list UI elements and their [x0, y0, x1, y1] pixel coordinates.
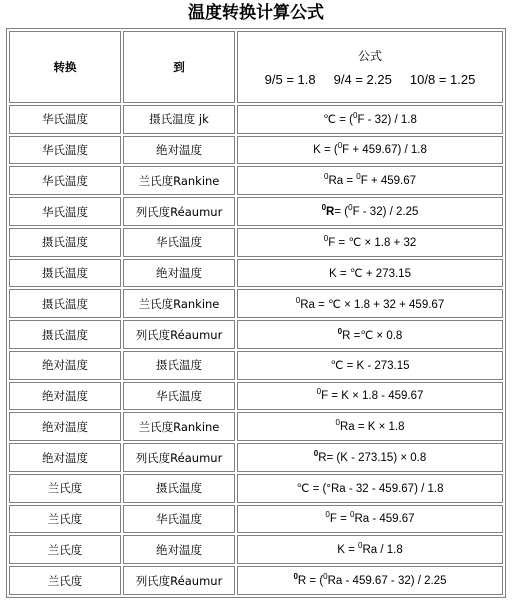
- cell-formula: $^0$Ra = $^0$F + 459.67: [237, 166, 503, 195]
- table-row: [9, 136, 503, 165]
- table-row: [9, 443, 503, 472]
- table-row: [9, 228, 503, 257]
- cell-from: 兰氏度: [9, 474, 121, 503]
- cell-formula: ℃ = ($^0$F - 32) / 1.8: [237, 105, 503, 134]
- table-row: [9, 412, 503, 441]
- table-row: [9, 351, 503, 380]
- cell-formula: ℃ = (°Ra - 32 - 459.67) / 1.8: [237, 474, 503, 503]
- table-row: [9, 382, 503, 411]
- cell-formula: $^0$Ra = K × 1.8: [237, 412, 503, 441]
- cell-to: 列氏度Réaumur: [123, 197, 235, 226]
- table-row: [9, 289, 503, 318]
- table-row: [9, 320, 503, 349]
- cell-to: 摄氏温度: [123, 351, 235, 380]
- header-to: 到: [123, 31, 235, 103]
- cell-to: 绝对温度: [123, 136, 235, 165]
- cell-from: 摄氏温度: [9, 228, 121, 257]
- cell-formula: $^0$F = K × 1.8 - 459.67: [237, 382, 503, 411]
- table-row: [9, 259, 503, 288]
- table-row: [9, 166, 503, 195]
- cell-from: 绝对温度: [9, 351, 121, 380]
- cell-to: 兰氏度Rankine: [123, 289, 235, 318]
- header-formula-label: 公式: [357, 48, 382, 63]
- cell-from: 摄氏温度: [9, 320, 121, 349]
- cell-formula: $^0$R = ($^0$Ra - 459.67 - 32) / 2.25: [237, 566, 503, 595]
- cell-formula: $^0$Ra = ℃ × 1.8 + 32 + 459.67: [237, 289, 503, 318]
- page-title: 温度转换计算公式: [188, 3, 324, 23]
- cell-to: 兰氏度Rankine: [123, 412, 235, 441]
- cell-from: 摄氏温度: [9, 289, 121, 318]
- cell-from: 兰氏度: [9, 535, 121, 564]
- cell-formula: $^0$R =℃ × 0.8: [237, 320, 503, 349]
- cell-from: 绝对温度: [9, 412, 121, 441]
- header-formula: [237, 31, 503, 103]
- cell-from: 摄氏温度: [9, 259, 121, 288]
- cell-from: 华氏温度: [9, 197, 121, 226]
- cell-to: 摄氏温度: [123, 474, 235, 503]
- cell-from: 绝对温度: [9, 382, 121, 411]
- cell-from: 兰氏度: [9, 566, 121, 595]
- cell-from: 华氏温度: [9, 166, 121, 195]
- cell-to: 摄氏温度 jk: [123, 105, 235, 134]
- cell-formula: K = ($^0$F + 459.67) / 1.8: [237, 136, 503, 165]
- conversion-table: [6, 28, 506, 598]
- cell-to: 列氏度Réaumur: [123, 566, 235, 595]
- cell-formula: K = ℃ + 273.15: [237, 259, 503, 288]
- header-ratios: 9/5 = 1.8 9/4 = 2.25 10/8 = 1.25: [264, 71, 476, 87]
- table-header-row: [9, 31, 503, 103]
- table-row: [9, 197, 503, 226]
- cell-formula: $^0$F = ℃ × 1.8 + 32: [237, 228, 503, 257]
- cell-from: 兰氏度: [9, 505, 121, 534]
- cell-formula: K = $^0$Ra / 1.8: [237, 535, 503, 564]
- cell-from: 华氏温度: [9, 105, 121, 134]
- cell-from: 华氏温度: [9, 136, 121, 165]
- table-row: [9, 535, 503, 564]
- cell-formula: $^0$F = $^0$Ra - 459.67: [237, 505, 503, 534]
- cell-to: 华氏温度: [123, 382, 235, 411]
- cell-formula: ℃ = K - 273.15: [237, 351, 503, 380]
- cell-to: 列氏度Réaumur: [123, 443, 235, 472]
- cell-to: 绝对温度: [123, 259, 235, 288]
- cell-to: 华氏温度: [123, 228, 235, 257]
- cell-formula: $^0$R= ($^0$F - 32) / 2.25: [237, 197, 503, 226]
- cell-to: 绝对温度: [123, 535, 235, 564]
- table-row: [9, 566, 503, 595]
- table-body: [9, 31, 503, 595]
- table-row: [9, 105, 503, 134]
- cell-formula: $^0$R= (K - 273.15) × 0.8: [237, 443, 503, 472]
- table-row: [9, 474, 503, 503]
- cell-to: 兰氏度Rankine: [123, 166, 235, 195]
- cell-to: 列氏度Réaumur: [123, 320, 235, 349]
- table-row: [9, 505, 503, 534]
- cell-from: 绝对温度: [9, 443, 121, 472]
- header-from: 转换: [9, 31, 121, 103]
- cell-to: 华氏温度: [123, 505, 235, 534]
